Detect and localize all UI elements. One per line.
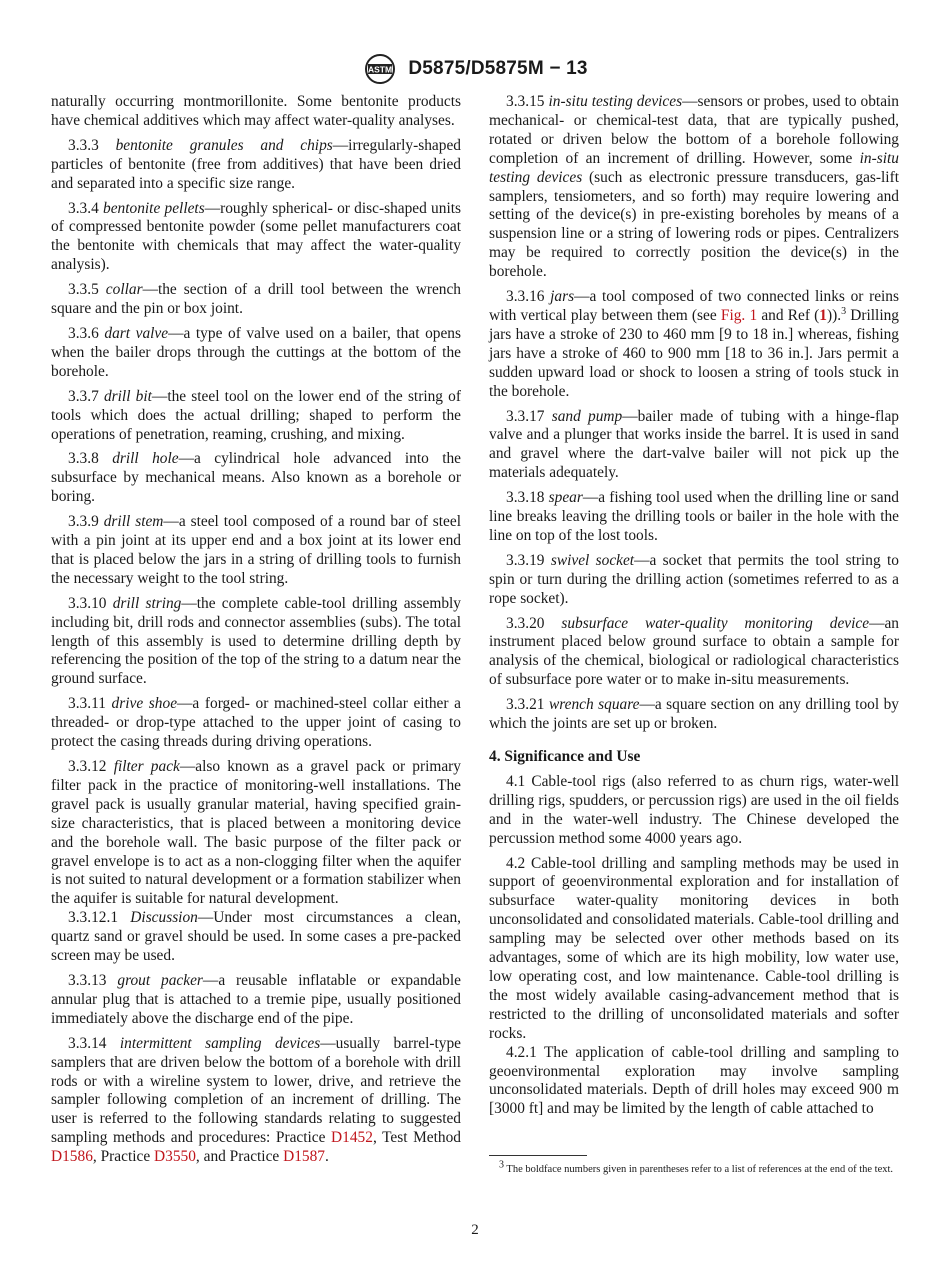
footnote-marker[interactable]: 3 — [841, 305, 847, 317]
standard-link-d1586[interactable]: D1586 — [51, 1148, 93, 1166]
figure-link[interactable]: Fig. 1 — [720, 306, 758, 324]
paragraph-4-2: 4.2 Cable-tool drilling and sampling methods may be used in support of geoenvironmental exploration and for installation of subsurface water-quality monitoring devices in both unconsolidated and consolidated materials. Cable-tool drilling and sampling may be selected over other methods based on its advantages, some of which are its high mobility, low water use, low operating cost, and low maintenance. Cable-tool drilling is the most widely available casing-advancement method that is restricted to the drilling of unconsolidated materials and softer rocks. — [489, 854, 899, 1042]
paragraph-4-1: 4.1 Cable-tool rigs (also referred to as churn rigs, water-well drilling rigs, spudders, or percussion rigs) are used in the oil fields and in the water-well industry. The Chinese developed the percussion method some 4000 years ago. — [489, 772, 899, 847]
definition-3-3-20: 3.3.20 subsurface water-quality monitoring device—an instrument placed below ground surface to obtain a sample for analysis of the chemical, biological or radiological characteristics of subsurface pore water or to make in-situ measurements. — [489, 614, 899, 689]
footnote-divider — [489, 1155, 587, 1156]
definition-3-3-21: 3.3.21 wrench square—a square section on any drilling tool by which the joints are set up or broken. — [489, 696, 899, 733]
footnote-number: 3 — [499, 1159, 504, 1171]
definition-3-3-13: 3.3.13 grout packer—a reusable inflatable or expandable annular plug that is attached to a tremie pipe, usually positioned immediately above the discharge end of the pipe. — [51, 971, 461, 1027]
term: grout packer — [117, 971, 203, 989]
footnote: $^3$ The boldface numbers given in parentheses refer to a list of references at the end of the text. — [499, 1159, 894, 1175]
definition-3-3-6: 3.3.6 dart valve—a type of valve used on a bailer, that opens when the bailer drops through the cuttings at the bottom of the borehole. — [51, 324, 461, 380]
definition-3-3-11: 3.3.11 drive shoe—a forged- or machined-steel collar either a threaded- or drop-type attached to the upper joint of casing to protect the casing threads during driving operations. — [51, 695, 461, 751]
astm-logo-icon — [362, 53, 398, 85]
paragraph-4-2-1: 4.2.1 The application of cable-tool drilling and sampling to geoenvironmental exploration may involve sampling unconsolidated materials. Depth of drill holes may exceed 900 m [3000 ft] and may be limited by the length of cable attached to — [489, 1043, 899, 1118]
term: filter pack — [113, 758, 180, 775]
term: bentonite pellets — [103, 199, 205, 217]
page-header — [0, 53, 950, 85]
document-designation: D5875/D5875M − 13 — [408, 58, 588, 79]
definition-3-3-4: 3.3.4 bentonite pellets—roughly spherical- or disc-shaped units of compressed bentonite powder (some pellet manufacturers coat the bentonite with chemicals that may affect the water-quality analysis). — [51, 199, 461, 274]
term: dart valve — [104, 324, 169, 342]
definition-3-3-7: 3.3.7 drill bit—the steel tool on the lower end of the string of tools which does the actual drilling; shaped to perform the operations of penetration, reaming, crushing, and mixing. — [51, 387, 462, 443]
definition-3-3-19: 3.3.19 swivel socket—a socket that permits the tool string to spin or turn during the drilling action (sometimes referred to as a rope socket). — [489, 551, 899, 607]
definition-3-3-18: 3.3.18 spear—a fishing tool used when the drilling line or sand line breaks leaving the drilling tools or bailer in the hole with the line on top of the lost tools. — [489, 489, 899, 544]
definition-3-3-12: 3.3.12 filter pack—also known as a gravel pack or primary filter pack in the practice of monitoring-well installations. The gravel pack is usually granular material, having specified grain-size characteristics, that is placed between a monitoring device and the borehole wall. The basic purpose of the filter pack or gravel envelope is to act as a non-clogging filter when the aquifer is not suited to natural development or a formation stabilizer when the aquifer is suitable for natural development. — [51, 758, 461, 908]
paragraph-continuation: naturally occurring montmorillonite. Some bentonite products have chemical additives which may affect water-quality analyses. — [51, 93, 461, 129]
term: swivel socket — [550, 551, 635, 569]
definition-3-3-14: 3.3.14 intermittent sampling devices—usually barrel-type samplers that are driven below the bottom of a borehole with drill rods or with a wireline system to lower, drive, and retrieve the sampler following completion of an increment of drilling. The user is referred to the following standards relating to suggested sampling methods and procedures: Practice D1452, Test Method D1586, Practice D3550, and Practice D1587. — [51, 1034, 461, 1166]
left-column — [51, 93, 461, 1173]
definition-3-3-9: 3.3.9 drill stem—a steel tool composed of a round bar of steel with a pin joint at its upper end and a box joint at its lower end that is placed below the jars in a string of drilling tools to furnish the necessary weight to the tool string. — [51, 513, 461, 587]
term: drive shoe — [111, 695, 178, 713]
term: subsurface water-quality monitoring device — [561, 614, 870, 632]
term: in-situ testing devices — [548, 93, 683, 110]
term: jars — [550, 288, 575, 306]
section-heading: 4. Significance and Use — [489, 748, 641, 765]
discussion-3-3-12-1: 3.3.12.1 Discussion—Under most circumstances a clean, quartz sand or gravel should be used. In some cases a pre-packed screen may be used. — [51, 909, 461, 965]
definition-3-3-3: 3.3.3 bentonite granules and chips—irregularly-shaped particles of bentonite (free from additives) that have been dried and separated into a specific size range. — [51, 136, 461, 192]
term: bentonite granules and chips — [115, 136, 333, 154]
definition-3-3-10: 3.3.10 drill string—the complete cable-tool drilling assembly including bit, drill rods and connector assemblies (subs). The total length of this assembly is used to determine drilling depth by referencing the position of the top of the string to a datum near the ground surface. — [51, 594, 461, 688]
reference-link[interactable]: 1 — [819, 306, 827, 324]
term: Discussion — [130, 909, 198, 927]
standard-link-d1452[interactable]: D1452 — [331, 1129, 373, 1147]
term: spear — [548, 489, 583, 507]
term: collar — [105, 281, 143, 299]
term: wrench square — [548, 696, 640, 714]
definition-3-3-17: 3.3.17 sand pump—bailer made of tubing with a hinge-flap valve and a plunger that works inside the barrel. It is used in sand and gravel where the dart-valve bailer will not pick up the materials adequately. — [489, 407, 899, 482]
standard-link-d1587[interactable]: D1587 — [283, 1148, 326, 1166]
standard-link-d3550[interactable]: D3550 — [154, 1148, 196, 1166]
definition-3-3-5: 3.3.5 collar—the section of a drill tool between the wrench square and the pin or box joint. — [51, 281, 461, 318]
definition-3-3-15: 3.3.15 in-situ testing devices—sensors or probes, used to obtain mechanical- or chemical-test data, that are typically pushed, rotated or driven below the bottom of a borehole following completion of an increment of drilling. However, some in-situ testing devices (such as electronic pressure transducers, gas-lift samplers, tensiometers, and so forth) may require lowering and setting of the device(s) in pre-existing boreholes by means of a suspension line or a string of lowering rods or pipes. Centralizers may be required to correctly position the device(s) in the borehole. — [489, 93, 899, 281]
term: drill hole — [112, 450, 179, 468]
term: drill stem — [103, 513, 164, 531]
term: sand pump — [551, 407, 623, 425]
definition-3-3-16: 3.3.16 jars—a tool composed of two connected links or reins with vertical play between them (see Fig. 1 and Ref (1)).$^3$ Drilling jars have a stroke of 230 to 460 mm [9 to 18 in.] whereas, fishing jars have a stroke of 460 to 900 mm [18 to 36 in.]. Jars permit a sudden upward load or shock to loosen a string of tools stuck in the borehole. — [489, 288, 899, 400]
svg-text:ASTM: ASTM — [368, 64, 393, 75]
term: in-situ testing devices — [489, 149, 899, 186]
term: drill bit — [103, 387, 152, 405]
definition-3-3-8: 3.3.8 drill hole—a cylindrical hole advanced into the subsurface by mechanical means. Also known as a borehole or boring. — [51, 450, 461, 506]
right-column — [489, 93, 899, 1125]
page-number: 2 — [471, 1222, 479, 1238]
term: intermittent sampling devices — [119, 1034, 321, 1052]
term: drill string — [112, 594, 182, 612]
